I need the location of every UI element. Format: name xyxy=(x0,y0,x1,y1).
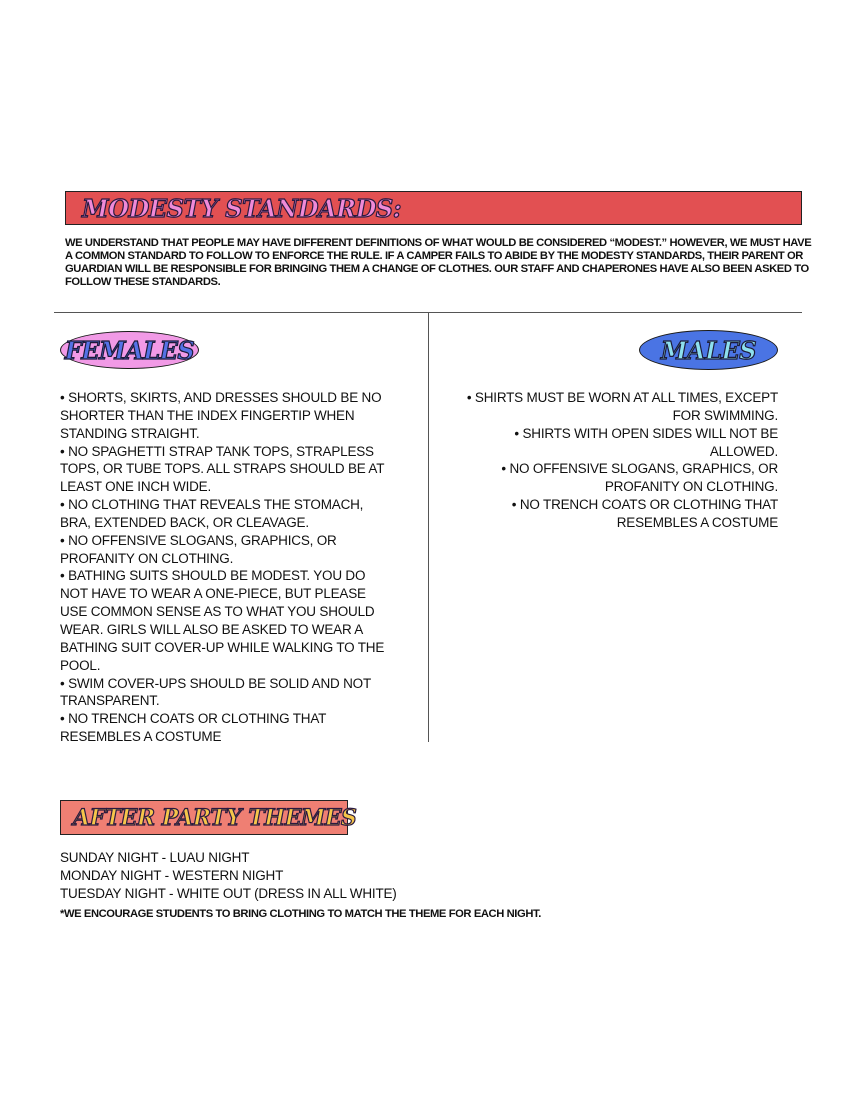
list-item: • NO TRENCH COATS OR CLOTHING THAT RESEMBLES A COSTUME xyxy=(511,497,778,530)
list-item: • SHIRTS MUST BE WORN AT ALL TIMES, EXCEPT FOR SWIMMING. xyxy=(466,390,778,423)
list-item: • NO OFFENSIVE SLOGANS, GRAPHICS, OR PROFANITY ON CLOTHING. xyxy=(501,461,778,495)
theme-night-item: MONDAY NIGHT - WESTERN NIGHT xyxy=(60,867,284,883)
column-divider-vertical xyxy=(428,312,429,742)
modesty-standards-title: MODESTY STANDARDS: xyxy=(82,193,402,223)
females-label: FEMALES xyxy=(64,335,195,365)
list-item: • SHORTS, SKIRTS, AND DRESSES SHOULD BE NO SHORTER THAN THE INDEX FINGERTIP WHEN STANDING STRAIGHT. xyxy=(60,390,382,441)
after-party-themes-title: AFTER PARTY THEMES xyxy=(73,804,357,831)
list-item: • BATHING SUITS SHOULD BE MODEST. YOU DO NOT HAVE TO WEAR A ONE-PIECE, BUT PLEASE USE COMMON SENSE AS TO WHAT YOU SHOULD WEAR. GIRLS WILL ALSO BE ASKED TO WEAR A BATHING SUIT COVER-UP WHILE WALKING TO THE POOL. xyxy=(60,568,385,673)
modesty-intro-text: WE UNDERSTAND THAT PEOPLE MAY HAVE DIFFERENT DEFINITIONS OF WHAT WOULD BE CONSIDERED “MODEST.” HOWEVER, WE MUST HAVE A COMMON STANDARD TO FOLLOW TO ENFORCE THE RULE. IF A CAMPER FAILS TO ABIDE BY THE MODESTY STANDARDS, THEIR PARENT OR GUARDIAN WILL BE RESPONSIBLE FOR BRINGING THEM A CHANGE OF CLOTHES. OUR STAFF AND CHAPERONES HAVE ALSO BEEN ASKED TO FOLLOW THESE STANDARDS. xyxy=(65,237,812,288)
list-item: • NO OFFENSIVE SLOGANS, GRAPHICS, OR PROFANITY ON CLOTHING. xyxy=(60,532,337,566)
females-rules-list xyxy=(60,389,390,746)
modesty-standards-banner xyxy=(65,191,802,225)
theme-night-item: SUNDAY NIGHT - LUAU NIGHT xyxy=(60,850,250,865)
list-item: • SHIRTS WITH OPEN SIDES WILL NOT BE ALLOWED. xyxy=(514,425,778,459)
themes-list xyxy=(60,849,397,903)
after-party-themes-banner xyxy=(60,800,357,835)
females-label-badge xyxy=(60,331,199,369)
themes-note: *WE ENCOURAGE STUDENTS TO BRING CLOTHING TO MATCH THE THEME FOR EACH NIGHT. xyxy=(60,908,541,920)
theme-night-item: TUESDAY NIGHT - WHITE OUT (DRESS IN ALL WHITE) xyxy=(60,885,397,901)
males-label-badge xyxy=(639,330,778,370)
males-label: MALES xyxy=(660,335,757,365)
list-item: • NO TRENCH COATS OR CLOTHING THAT RESEMBLES A COSTUME xyxy=(60,711,326,745)
list-item: • NO SPAGHETTI STRAP TANK TOPS, STRAPLESS TOPS, OR TUBE TOPS. ALL STRAPS SHOULD BE AT LEAST ONE INCH WIDE. xyxy=(60,443,385,495)
males-rules-list xyxy=(448,389,778,532)
list-item: • SWIM COVER-UPS SHOULD BE SOLID AND NOT TRANSPARENT. xyxy=(60,675,371,709)
list-item: • NO CLOTHING THAT REVEALS THE STOMACH, BRA, EXTENDED BACK, OR CLEAVAGE. xyxy=(60,497,364,530)
